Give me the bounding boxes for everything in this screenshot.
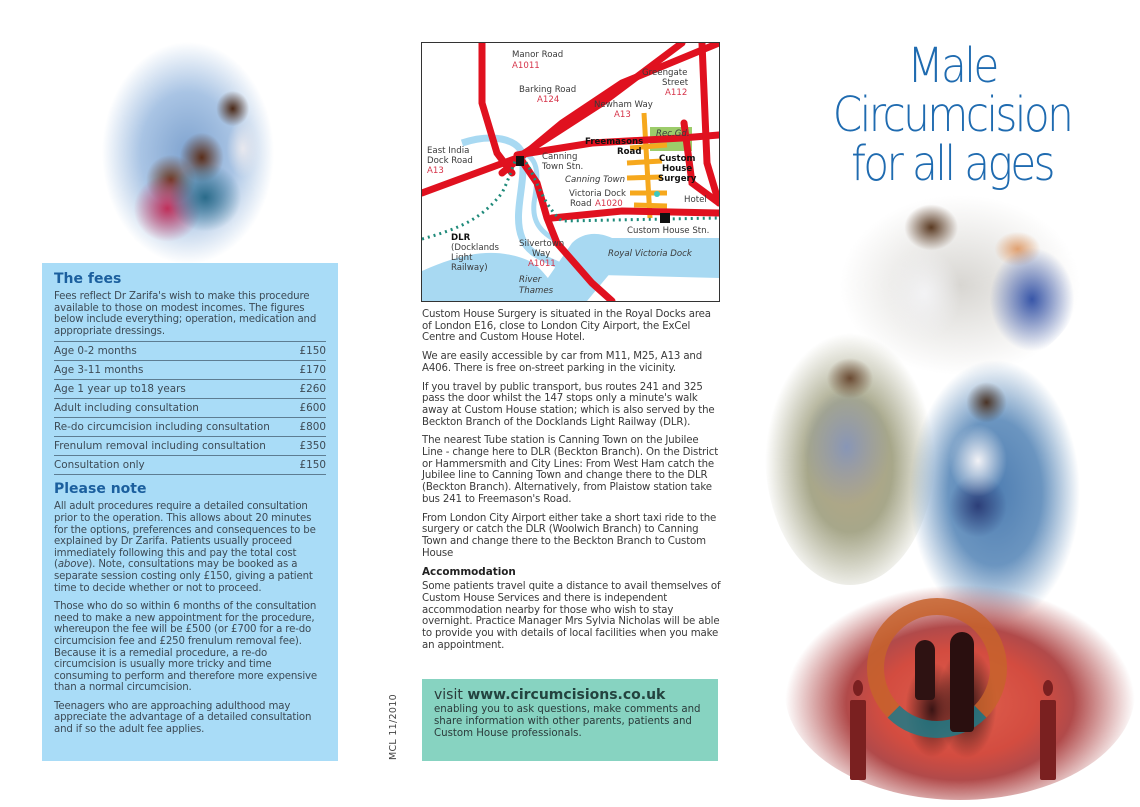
fee-price: £150 <box>296 456 326 475</box>
map-label-code: A13 <box>427 166 444 176</box>
map-label: Canning Town <box>565 175 626 185</box>
map-label: Greengate <box>642 68 688 78</box>
directions-text <box>422 309 722 659</box>
fee-label: Frenulum removal including consultation <box>54 437 296 456</box>
map-graphic <box>422 43 719 301</box>
page-title <box>792 38 1112 192</box>
note-heading: Please note <box>54 481 147 498</box>
fees-panel <box>42 263 338 761</box>
fee-row <box>54 399 326 418</box>
map-label-code: A112 <box>665 88 688 98</box>
map-label: Way <box>532 249 551 259</box>
map-label: Surgery <box>658 174 697 184</box>
directions-paragraph: We are easily accessible by car from M11, M25, A13 and A406. There is free on-street parking in the vicinity. <box>422 351 703 374</box>
fees-table <box>54 341 326 475</box>
accommodation-paragraph: Some patients travel quite a distance to avail themselves of Custom House Services and there is independent accommodation nearby for those who wish to stay overnight. Practice Manager Mrs Sylvia Nicholas will be able to provide you with details of local facilities when you make an appointment. <box>422 581 721 651</box>
fees-intro: Fees reflect Dr Zarifa's wish to make this procedure available to those on modest incomes. The figures below include everything; operation, medication and appropriate dressings. <box>54 291 317 337</box>
map-label: Silvertown <box>519 239 565 249</box>
fee-label: Re-do circumcision including consultation <box>54 418 296 437</box>
map-label-code: A1011 <box>528 259 556 269</box>
directions-paragraph: From London City Airport either take a short taxi ride to the surgery or catch the DLR (Woolwich Branch) to Canning Town and change there to the Beckton Branch to Custom House <box>422 512 717 559</box>
fee-row <box>54 437 326 456</box>
directions-paragraph: If you travel by public transport, bus routes 241 and 325 pass the door whilst the 147 stops only a minute's walk away at Custom House station; which is also served by the Beckton Branch of the Docklands Light Railway (DLR). <box>422 381 715 428</box>
fee-price: £350 <box>296 437 326 456</box>
railing-post-knob <box>1043 680 1053 696</box>
fee-price: £800 <box>296 418 326 437</box>
woman-silhouette <box>915 640 935 700</box>
title-line: Circumcision <box>832 87 1072 143</box>
fees-heading: The fees <box>54 271 122 287</box>
map-label: Railway) <box>451 263 488 273</box>
map-label-code: A124 <box>537 95 560 105</box>
visit-prefix: visit <box>434 687 468 703</box>
title-line: Male <box>907 38 997 94</box>
boy-running-in-field-photo <box>765 320 935 585</box>
map-label-code: A13 <box>614 110 631 120</box>
document-code: MCL 11/2010 <box>388 694 399 760</box>
map-label: Dock Road <box>427 156 473 166</box>
map-label: Road <box>570 199 592 209</box>
website-link[interactable]: www.circumcisions.co.uk <box>467 687 666 703</box>
surgery-marker <box>654 191 660 197</box>
fee-price: £260 <box>296 380 326 399</box>
fee-label: Age 3-11 months <box>54 361 296 380</box>
fee-row <box>54 342 326 361</box>
note-emphasis: above <box>57 559 89 571</box>
directions-paragraph: The nearest Tube station is Canning Town on the Jubilee Line - change here to DLR (Beckton Branch). On the District or Hammersmith and City Lines: From West Ham catch the Jubilee line to Canning Town and change there to the DLR (Beckton Branch). Alternatively, from Plaistow station take bus 241 to Freemason's Road. <box>422 435 719 505</box>
map-label: Manor Road <box>512 50 564 60</box>
custom-house-station-marker <box>660 213 670 223</box>
map-label: Custom <box>659 154 696 164</box>
canning-town-station-marker <box>516 156 524 166</box>
directions-paragraph: Custom House Surgery is situated in the Royal Docks area of London E16, close to London City Airport, the ExCel Centre and Custom House Hotel. <box>422 309 711 344</box>
visit-line <box>434 687 706 703</box>
fee-price: £600 <box>296 399 326 418</box>
map-label: Street <box>662 78 689 88</box>
title-line: for all ages <box>851 136 1053 192</box>
map-label: Victoria Dock <box>569 189 626 199</box>
fee-label: Age 1 year up to18 years <box>54 380 296 399</box>
map-label: Royal Victoria Dock <box>608 249 692 259</box>
family-photo <box>102 42 274 264</box>
map-label: River <box>519 275 542 285</box>
fee-row <box>54 418 326 437</box>
railing-post <box>850 700 866 780</box>
railing-post-knob <box>853 680 863 696</box>
map-label: Newham Way <box>594 100 653 110</box>
fee-label: Age 0-2 months <box>54 342 296 361</box>
map-label-code: A1020 <box>595 199 623 209</box>
fee-row <box>54 361 326 380</box>
website-description: enabling you to ask questions, make comments and share information with other parents, patients and Custom House professionals. <box>434 704 701 739</box>
railing-post <box>1040 700 1056 780</box>
map-label-code: A1011 <box>512 61 540 71</box>
map-label: (Docklands <box>451 243 499 253</box>
note-paragraph-1 <box>54 501 326 594</box>
map-label: Town Stn. <box>542 162 584 172</box>
map-label: Custom House Stn. <box>627 226 710 236</box>
ring-graphic <box>867 598 1007 738</box>
map-label: Thames <box>519 286 554 296</box>
note-text: ). Note, consultations may be booked as a separate session costing only £150, giving a patient time to decide whether or not to proceed. <box>54 559 313 594</box>
map-label: DLR <box>451 233 471 243</box>
map-label: Canning <box>542 152 578 162</box>
fee-row <box>54 380 326 399</box>
man-silhouette <box>950 632 974 732</box>
fee-price: £150 <box>296 342 326 361</box>
note-paragraph-3: Teenagers who are approaching adulthood may appreciate the advantage of a detailed consultation and if so the adult fee applies. <box>54 700 312 736</box>
map-label: Barking Road <box>519 85 577 95</box>
location-map <box>421 42 720 302</box>
map-label: Light <box>451 253 473 263</box>
note-text: All adult procedures require a detailed consultation prior to the operation. This allows about 20 minutes for the options, preferences and consequences to be explained by Dr Zarifa. Patients usually proceed immediately following this and pay the total cost ( <box>54 501 316 571</box>
map-label: Road <box>617 147 642 157</box>
fee-label: Consultation only <box>54 456 296 475</box>
map-label: Rec.Gd. <box>656 129 690 139</box>
accommodation-heading: Accommodation <box>422 566 516 579</box>
note-paragraph-2: Those who do so within 6 months of the consultation need to make a new appointment for the procedure, whereupon the fee will be £500 (or £700 for a re-do circumcision fee and £250 frenulum removal fee). Because it is a remedial procedure, a re-do circumcision is usually more tricky and time consuming to perform and therefore more expensive than a normal circumcision. <box>54 601 318 694</box>
fee-label: Adult including consultation <box>54 399 296 418</box>
website-box <box>422 679 718 761</box>
map-label: Freemasons <box>585 137 644 147</box>
map-label: Hotel <box>684 195 707 205</box>
fee-row <box>54 456 326 475</box>
fee-price: £170 <box>296 361 326 380</box>
map-label: House <box>662 164 693 174</box>
map-label: East India <box>427 146 470 156</box>
